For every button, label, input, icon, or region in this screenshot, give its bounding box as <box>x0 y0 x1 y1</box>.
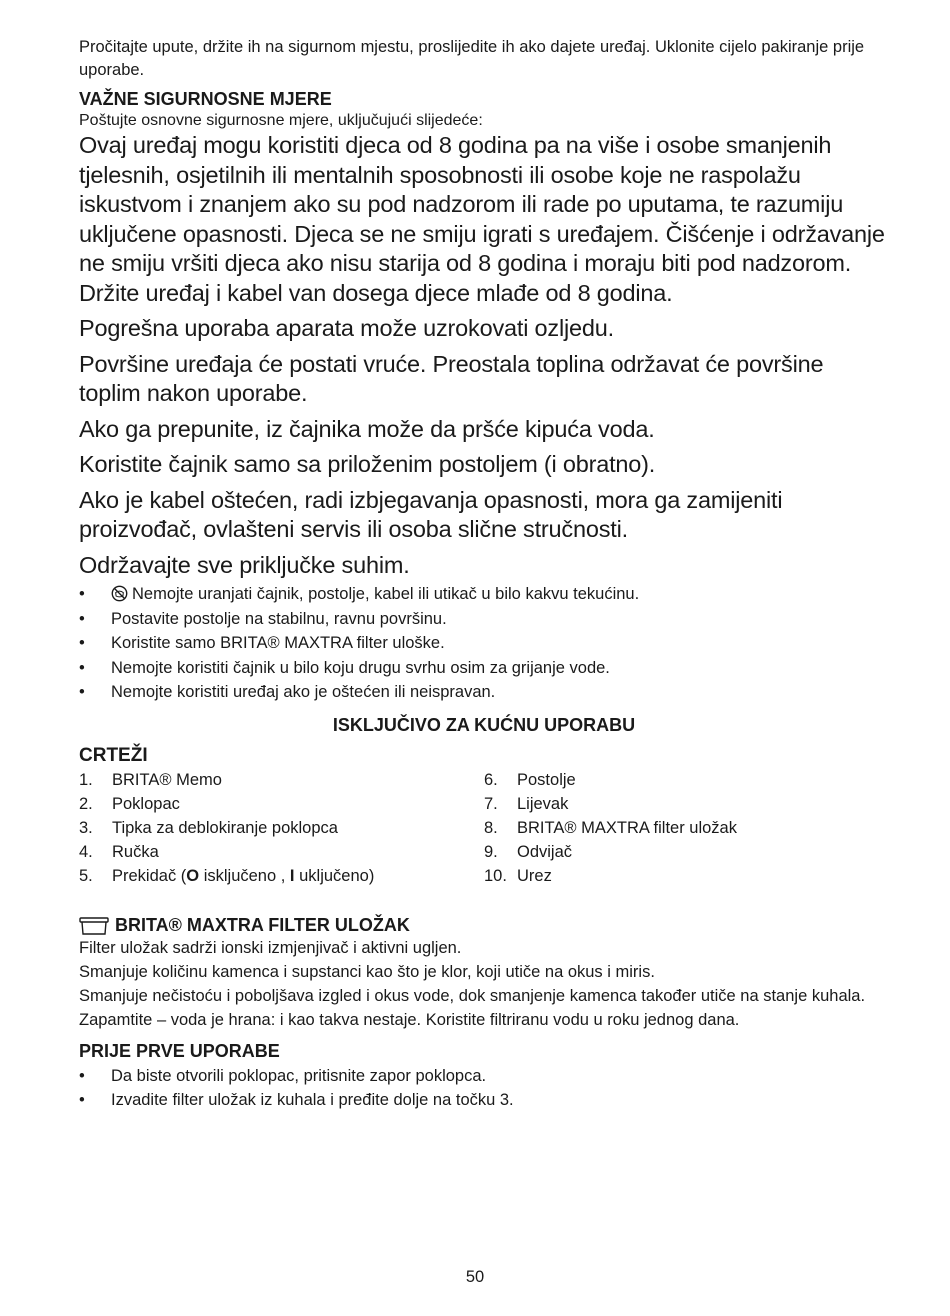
bullet-marker: • <box>79 1066 85 1085</box>
safety-heading: VAŽNE SIGURNOSNE MJERE <box>79 89 332 109</box>
list-item <box>79 864 484 888</box>
on-text: uključeno) <box>294 866 375 885</box>
list-item <box>484 816 889 840</box>
list-item <box>79 582 889 607</box>
bullet-marker: • <box>79 585 85 603</box>
item-number: 2. <box>79 794 93 813</box>
filter-cartridge-icon <box>79 914 109 936</box>
item-number: 3. <box>79 818 93 837</box>
item-number: 9. <box>484 842 498 861</box>
safety-bullet-list <box>79 582 889 705</box>
item-text: BRITA® Memo <box>112 770 222 789</box>
list-item <box>79 840 484 864</box>
item-number: 10. <box>484 866 507 885</box>
bullet-marker: • <box>79 1091 85 1109</box>
item-text-pre: Prekidač ( <box>112 866 187 885</box>
bullet-text: Koristite samo BRITA® MAXTRA filter uloške. <box>111 634 445 652</box>
bullet-text: Postavite postolje na stabilnu, ravnu površinu. <box>111 609 447 628</box>
item-text: BRITA® MAXTRA filter uložak <box>517 818 737 837</box>
on-symbol: I <box>289 866 295 885</box>
safety-paragraph: Ovaj uređaj mogu koristiti djeca od 8 godina pa na više i osobe smanjenih tjelesnih, osjetilnih ili mentalnih sposobnosti ili osobe koje ne raspolažu iskustvom i znanjem ako su pod nadzorom ili rade po uputama, te razumiju uključene opasnosti. Djeca se ne smiju igrati s uređajem. Čišćenje i održavanje ne smiju vršiti djeca ako nisu starija od 8 godina i moraju biti pod nadzorom. Držite uređaj i kabel van dosega djece mlađe od 8 godina. <box>79 132 885 306</box>
list-item <box>484 864 889 888</box>
bullet-marker: • <box>79 634 85 652</box>
bullet-text: Izvadite filter uložak iz kuhala i pređite dolje na točku 3. <box>111 1091 514 1109</box>
item-text: Lijevak <box>517 794 569 813</box>
item-number: 5. <box>79 866 93 885</box>
list-item <box>484 768 889 792</box>
safety-subheading: Poštujte osnovne sigurnosne mjere, uključujući slijedeće: <box>79 112 483 129</box>
item-text: Postolje <box>517 770 576 789</box>
off-symbol: O <box>186 866 200 885</box>
list-item <box>484 840 889 864</box>
drawings-list <box>79 768 889 888</box>
first-use-bullet-list <box>79 1064 889 1113</box>
filter-text-line: Filter uložak sadrži ionski izmjenjivač i aktivni ugljen. <box>79 938 462 957</box>
no-immersion-icon <box>111 585 128 602</box>
page-number: 50 <box>465 1268 485 1286</box>
bullet-text: Nemojte uranjati čajnik, postolje, kabel ili utikač u bilo kakvu tekućinu. <box>132 585 640 603</box>
drawings-column-left <box>79 768 484 888</box>
item-number: 4. <box>79 842 93 861</box>
list-item <box>79 1064 889 1089</box>
filter-text-line: Zapamtite – voda je hrana: i kao takva nestaje. Koristite filtriranu vodu u roku jednog dana. <box>79 1010 740 1029</box>
filter-text-line: Smanjuje nečistoću i poboljšava izgled i okus vode, dok smanjenje kamenca također utiče na stanje kuhala. <box>79 986 866 1005</box>
intro-text: Pročitajte upute, držite ih na sigurnom mjestu, proslijedite ih ako dajete uređaj. Uklonite cijelo pakiranje prije uporabe. <box>79 38 865 79</box>
list-item <box>484 792 889 816</box>
drawings-heading: CRTEŽI <box>79 744 148 766</box>
off-text: isključeno , <box>199 866 290 885</box>
safety-paragraph: Ako ga prepunite, iz čajnika može da pršće kipuća voda. <box>79 415 655 442</box>
item-text: Tipka za deblokiranje poklopca <box>112 818 338 837</box>
bullet-text: Nemojte koristiti čajnik u bilo koju drugu svrhu osim za grijanje vode. <box>111 658 610 677</box>
list-item <box>79 1088 889 1113</box>
filter-heading-row <box>79 914 889 936</box>
list-item <box>79 656 889 681</box>
item-number: 1. <box>79 770 93 789</box>
bullet-text: Nemojte koristiti uređaj ako je oštećen ili neispravan. <box>111 683 496 701</box>
manual-page <box>79 36 889 1113</box>
list-item <box>79 607 889 632</box>
item-number: 7. <box>484 794 498 813</box>
safety-paragraph: Pogrešna uporaba aparata može uzrokovati ozljedu. <box>79 315 614 341</box>
item-text: Odvijač <box>517 842 573 861</box>
home-use-heading: ISKLJUČIVO ZA KUĆNU UPORABU <box>332 714 636 735</box>
bullet-marker: • <box>79 658 85 677</box>
safety-paragraph: Održavajte sve priključke suhim. <box>79 551 410 578</box>
item-text: Poklopac <box>112 794 180 813</box>
list-item <box>79 792 484 816</box>
safety-paragraph: Koristite čajnik samo sa priloženim postoljem (i obratno). <box>79 451 656 477</box>
bullet-marker: • <box>79 683 85 701</box>
safety-paragraph: Površine uređaja će postati vruće. Preostala toplina održavat će površine toplim nakon uporabe. <box>79 350 824 406</box>
item-number: 6. <box>484 770 498 789</box>
drawings-column-right <box>484 768 889 888</box>
list-item <box>79 631 889 656</box>
list-item <box>79 768 484 792</box>
list-item <box>79 680 889 705</box>
filter-text-line: Smanjuje količinu kamenca i supstanci kao što je klor, koji utiče na okus i miris. <box>79 962 655 981</box>
filter-heading: BRITA® MAXTRA FILTER ULOŽAK <box>115 914 410 935</box>
item-number: 8. <box>484 818 498 837</box>
bullet-marker: • <box>79 609 85 628</box>
item-text: Urez <box>517 866 552 885</box>
first-use-heading: PRIJE PRVE UPORABE <box>79 1040 280 1061</box>
bullet-text: Da biste otvorili poklopac, pritisnite zapor poklopca. <box>111 1066 487 1085</box>
item-text: Ručka <box>112 842 159 861</box>
list-item <box>79 816 484 840</box>
safety-paragraph: Ako je kabel oštećen, radi izbjegavanja opasnosti, mora ga zamijeniti proizvođač, ovlašteni servis ili osoba slične stručnosti. <box>79 486 783 542</box>
